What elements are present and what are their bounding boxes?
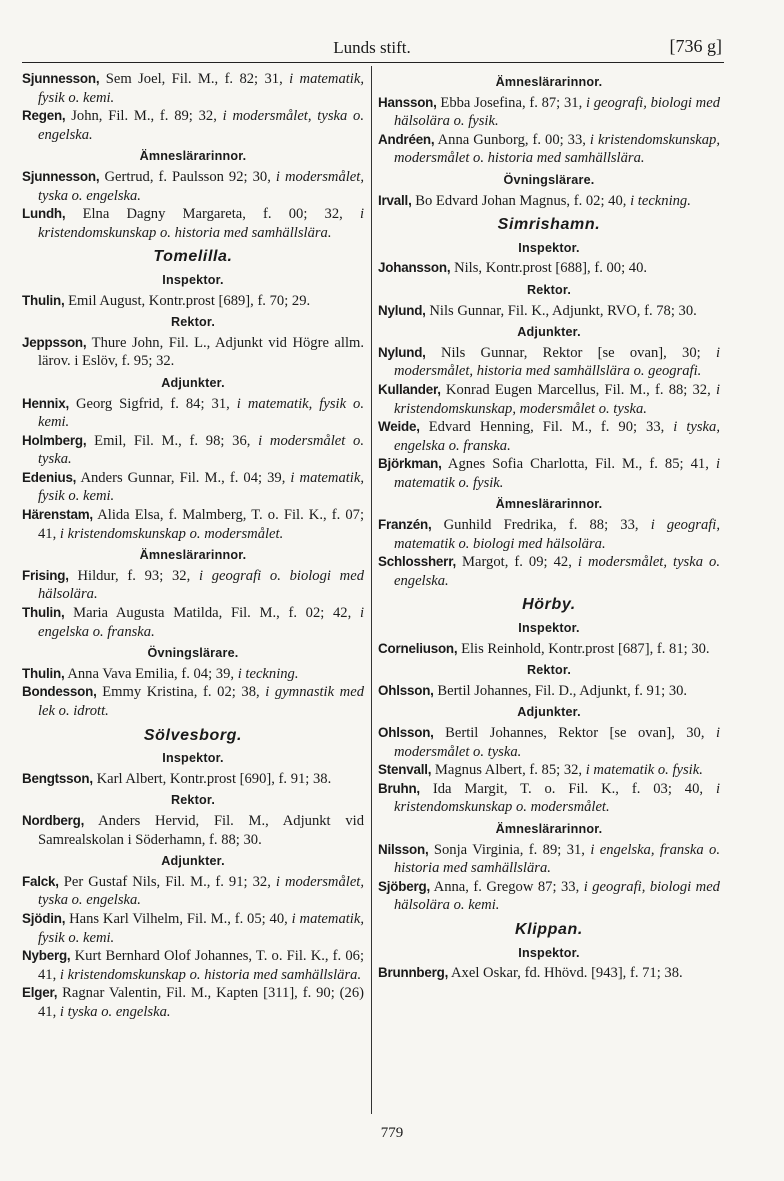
section-heading: Ämneslärarinnor. xyxy=(495,75,603,89)
section-heading: Ämneslärarinnor. xyxy=(495,497,603,512)
entry-subjects: i tyska o. engelska. xyxy=(59,1003,171,1020)
section-heading: Övningslärare. xyxy=(147,646,239,661)
person-entry xyxy=(378,259,720,278)
entry-details: Emmy Kristina, f. 02; 38, xyxy=(96,684,266,701)
person-entry xyxy=(22,770,364,789)
entry-subjects: i geografi, matematik o. biologi med hälsolära. xyxy=(394,517,720,552)
person-entry xyxy=(22,168,364,205)
person-entry xyxy=(22,910,364,947)
person-name: Holmberg, xyxy=(22,432,87,448)
entry-details: Bertil Johannes, Rektor [se ovan], 30, xyxy=(433,725,716,741)
person-entry xyxy=(378,516,720,553)
town-heading: Klippan. xyxy=(515,920,583,938)
entry-details: Gertrud, f. Paulsson 92; 30, xyxy=(99,168,276,185)
person-name: Thulin, xyxy=(22,605,65,621)
person-entry xyxy=(22,984,364,1021)
entry-details: Emil August, Kontr.prost [689], f. 70; 29. xyxy=(64,292,311,309)
entry-details: Alida Elsa, f. Malmberg, T. o. Fil. K., f. 07; 41, xyxy=(38,507,364,542)
entry-details: Anna Gunborg, f. 00; 33, xyxy=(434,131,590,148)
person-entry xyxy=(378,302,720,321)
section-heading: Ämneslärarinnor. xyxy=(495,821,603,836)
person-name: Bengtsson, xyxy=(22,770,93,786)
person-entry xyxy=(378,381,720,418)
person-entry xyxy=(22,665,364,684)
entry-details: Anna, f. Gregow 87; 33, xyxy=(429,878,584,895)
section-heading: Rektor. xyxy=(526,282,572,297)
person-name: Nilsson, xyxy=(378,841,429,857)
person-name: Jeppsson, xyxy=(22,334,87,350)
entry-details: Axel Oskar, fd. Hhövd. [943], f. 71; 38. xyxy=(448,965,683,982)
section-heading: Inspektor. xyxy=(518,945,580,960)
entry-details: Nils, Kontr.prost [688], f. 00; 40. xyxy=(450,260,648,277)
entry-subjects: i engelska o. franska. xyxy=(38,605,364,640)
entry-details: Konrad Eugen Marcellus, Fil. M., f. 88; 32, xyxy=(440,381,716,398)
entry-subjects: i modersmålet, historia med samhällslära o. geografi. xyxy=(394,344,720,380)
person-entry xyxy=(22,604,364,641)
person-entry xyxy=(22,334,364,371)
section-heading: Ämneslärarinnor. xyxy=(139,149,247,164)
entry-details: Elis Reinhold, Kontr.prost [687], f. 81; 30. xyxy=(457,640,710,657)
person-name: Weide, xyxy=(378,419,420,435)
entry-details: Ida Margit, T. o. Fil. K., f. 03; 40, xyxy=(419,780,716,797)
entry-details: Emil, Fil. M., f. 98; 36, xyxy=(86,432,259,449)
person-entry xyxy=(378,192,720,211)
section-heading: Rektor. xyxy=(526,663,572,678)
person-name: Nordberg, xyxy=(22,812,85,828)
person-entry xyxy=(378,131,720,168)
entry-subjects: i gymnastik med lek o. idrott. xyxy=(38,684,364,719)
person-entry xyxy=(378,640,720,659)
left-column xyxy=(22,70,364,1022)
person-name: Hennix, xyxy=(22,395,69,411)
entry-subjects: i kristendomskunskap, modersmålet o. tyska. xyxy=(394,381,720,417)
person-name: Bruhn, xyxy=(378,780,420,796)
person-entry xyxy=(22,873,364,910)
person-name: Kullander, xyxy=(378,381,441,397)
town-heading: Sölvesborg. xyxy=(143,726,243,744)
entry-details: Nils Gunnar, Rektor [se ovan], 30; xyxy=(425,344,716,361)
entry-subjects: i teckning. xyxy=(630,192,691,209)
person-entry xyxy=(378,682,720,701)
entry-details: Hildur, f. 93; 32, xyxy=(68,567,199,584)
entry-details: Ragnar Valentin, Fil. M., Kapten [311], f. 90; (26) 41, xyxy=(38,985,364,1020)
entry-details: Anders Gunnar, Fil. M., f. 04; 39, xyxy=(76,469,291,486)
person-entry xyxy=(22,469,364,506)
person-entry xyxy=(22,205,364,242)
person-name: Thulin, xyxy=(22,665,65,681)
entry-details: Bo Edvard Johan Magnus, f. 02; 40, xyxy=(411,192,631,209)
person-entry xyxy=(22,432,364,469)
entry-details: Margot, f. 09; 42, xyxy=(455,554,578,571)
page-reference: [736 g] xyxy=(669,36,722,56)
person-entry xyxy=(378,418,720,455)
person-entry xyxy=(378,780,720,817)
entry-subjects: i teckning. xyxy=(237,665,299,682)
section-heading: Adjunkter. xyxy=(517,705,581,720)
entry-details: Ebba Josefina, f. 87; 31, xyxy=(436,94,586,111)
entry-details: Gunhild Fredrika, f. 88; 33, xyxy=(431,517,651,534)
entry-details: Per Gustaf Nils, Fil. M., f. 91; 32, xyxy=(58,873,276,890)
column-divider xyxy=(371,66,372,1114)
person-name: Irvall, xyxy=(378,192,412,208)
town-heading: Tomelilla. xyxy=(153,248,233,266)
entry-details: Hans Karl Vilhelm, Fil. M., f. 05; 40, xyxy=(65,910,292,927)
entry-subjects: i matematik, fysik o. kemi. xyxy=(38,71,364,106)
page-header xyxy=(22,36,722,62)
entry-details: Nils Gunnar, Fil. K., Adjunkt, RVO, f. 78; 30. xyxy=(425,302,697,319)
section-heading: Adjunkter. xyxy=(517,325,581,340)
person-entry xyxy=(22,292,364,311)
entry-details: John, Fil. M., f. 89; 32, xyxy=(65,108,223,125)
person-name: Elger, xyxy=(22,985,58,1001)
entry-details: Magnus Albert, f. 85; 32, xyxy=(431,762,586,779)
person-entry xyxy=(22,506,364,543)
person-name: Sjunnesson, xyxy=(22,71,100,86)
person-name: Ohlsson, xyxy=(378,682,434,698)
person-name: Sjunnesson, xyxy=(22,168,100,184)
person-name: Nylund, xyxy=(378,344,426,360)
person-name: Härenstam, xyxy=(22,507,93,523)
person-entry xyxy=(378,878,720,915)
entry-subjects: i geografi, biologi med hälsolära o. fysik. xyxy=(394,94,720,130)
town-heading: Simrishamn. xyxy=(497,216,601,234)
person-name: Schlossherr, xyxy=(378,554,456,570)
entry-subjects: i matematik, fysik o. kemi. xyxy=(38,469,364,505)
entry-subjects: i kristendomskunskap o. modersmålet. xyxy=(394,780,720,816)
person-name: Nylund, xyxy=(378,302,426,318)
entry-details: Georg Sigfrid, f. 84; 31, xyxy=(68,395,237,412)
section-heading: Inspektor. xyxy=(162,751,224,766)
entry-subjects: i matematik, fysik o. kemi. xyxy=(38,910,364,946)
entry-details: Elna Dagny Margareta, f. 00; 32, xyxy=(65,206,360,223)
entry-details: Sonja Virginia, f. 89; 31, xyxy=(428,841,591,858)
person-entry xyxy=(22,683,364,720)
person-entry xyxy=(378,761,720,780)
entry-subjects: i modersmålet o. tyska. xyxy=(38,432,364,468)
person-name: Nyberg, xyxy=(22,948,71,964)
entry-subjects: i kristendomskunskap o. historia med samhällslära. xyxy=(59,966,362,983)
entry-subjects: i engelska, franska o. historia med samhällslära. xyxy=(394,841,720,877)
section-heading: Rektor. xyxy=(170,793,216,808)
entry-subjects: i geografi, biologi med hälsolära o. kemi. xyxy=(394,878,720,914)
person-entry xyxy=(378,94,720,131)
entry-subjects: i modersmålet, tyska o. engelska. xyxy=(38,168,364,204)
entry-subjects: i kristendomskunskap, modersmålet o. historia med samhällslära. xyxy=(394,131,720,167)
person-name: Stenvall, xyxy=(378,762,432,778)
person-name: Thulin, xyxy=(22,292,65,308)
entry-subjects: i matematik o. fysik. xyxy=(394,456,720,491)
person-name: Sjödin, xyxy=(22,910,66,926)
person-entry xyxy=(22,70,364,107)
entry-details: Kurt Bernhard Olof Johannes, T. o. Fil. K., f. 06; 41, xyxy=(38,948,364,983)
right-column xyxy=(378,70,720,983)
person-entry xyxy=(22,107,364,144)
person-name: Frising, xyxy=(22,567,69,583)
section-heading: Adjunkter. xyxy=(161,375,225,390)
entry-subjects: i modersmålet, tyska o. engelska. xyxy=(394,554,720,589)
person-entry xyxy=(378,553,720,590)
entry-details: Anders Hervid, Fil. M., Adjunkt vid Samrealskolan i Söderhamn, f. 88; 30. xyxy=(38,812,364,848)
entry-subjects: i modersmålet, tyska o. engelska. xyxy=(38,873,364,909)
section-heading: Inspektor. xyxy=(518,240,580,255)
person-entry xyxy=(378,964,720,983)
person-entry xyxy=(22,567,364,604)
person-entry xyxy=(22,812,364,849)
person-name: Ohlsson, xyxy=(378,725,434,740)
entry-subjects: i kristendomskunskap o. modersmålet. xyxy=(59,525,284,542)
section-heading: Rektor. xyxy=(170,315,216,330)
person-name: Franzén, xyxy=(378,517,432,533)
entry-details: Karl Albert, Kontr.prost [690], f. 91; 38. xyxy=(92,770,332,787)
entry-details: Thure John, Fil. L., Adjunkt vid Högre allm. lärov. i Eslöv, f. 95; 32. xyxy=(38,334,364,370)
entry-subjects: i matematik o. fysik. xyxy=(585,762,703,779)
person-name: Andréen, xyxy=(378,131,435,147)
person-name: Corneliuson, xyxy=(378,640,458,656)
person-name: Edenius, xyxy=(22,469,77,485)
person-entry xyxy=(378,841,720,878)
person-name: Lundh, xyxy=(22,206,66,222)
person-name: Sjöberg, xyxy=(378,878,430,894)
entry-details: Maria Augusta Matilda, Fil. M., f. 02; 42, xyxy=(64,605,360,622)
person-entry xyxy=(378,724,720,761)
person-name: Brunnberg, xyxy=(378,965,449,981)
entry-details: Edvard Henning, Fil. M., f. 90; 33, xyxy=(419,419,674,436)
person-entry xyxy=(378,344,720,381)
entry-details: Sem Joel, Fil. M., f. 82; 31, xyxy=(99,71,290,87)
page-title: Lunds stift. xyxy=(333,38,411,57)
entry-subjects: i tyska, engelska o. franska. xyxy=(394,419,720,454)
town-heading: Hörby. xyxy=(522,596,576,614)
entry-details: Agnes Sofia Charlotta, Fil. M., f. 85; 41, xyxy=(441,456,716,473)
page-number: 779 xyxy=(380,1125,404,1141)
person-name: Falck, xyxy=(22,873,59,889)
section-heading: Adjunkter. xyxy=(161,854,225,869)
section-heading: Ämneslärarinnor. xyxy=(139,548,247,563)
person-entry xyxy=(22,947,364,984)
entry-subjects: i modersmålet, tyska o. engelska. xyxy=(38,108,364,143)
person-name: Björkman, xyxy=(378,456,442,472)
section-heading: Inspektor. xyxy=(518,621,580,636)
person-name: Johansson, xyxy=(378,260,451,276)
person-entry xyxy=(378,455,720,492)
entry-subjects: i kristendomskunskap o. historia med samhällslära. xyxy=(38,206,364,241)
entry-details: Bertil Johannes, Fil. D., Adjunkt, f. 91; 30. xyxy=(433,682,688,699)
header-rule xyxy=(22,62,724,63)
person-name: Regen, xyxy=(22,108,66,124)
section-heading: Övningslärare. xyxy=(503,172,595,187)
person-name: Hansson, xyxy=(378,94,437,110)
person-entry xyxy=(22,395,364,432)
person-name: Bondesson, xyxy=(22,684,97,700)
entry-subjects: i matematik, fysik o. kemi. xyxy=(38,395,364,431)
entry-subjects: i modersmålet o. tyska. xyxy=(394,725,720,760)
entry-details: Anna Vava Emilia, f. 04; 39, xyxy=(64,665,238,682)
entry-subjects: i geografi o. biologi med hälsolära. xyxy=(38,567,364,603)
section-heading: Inspektor. xyxy=(162,272,224,287)
